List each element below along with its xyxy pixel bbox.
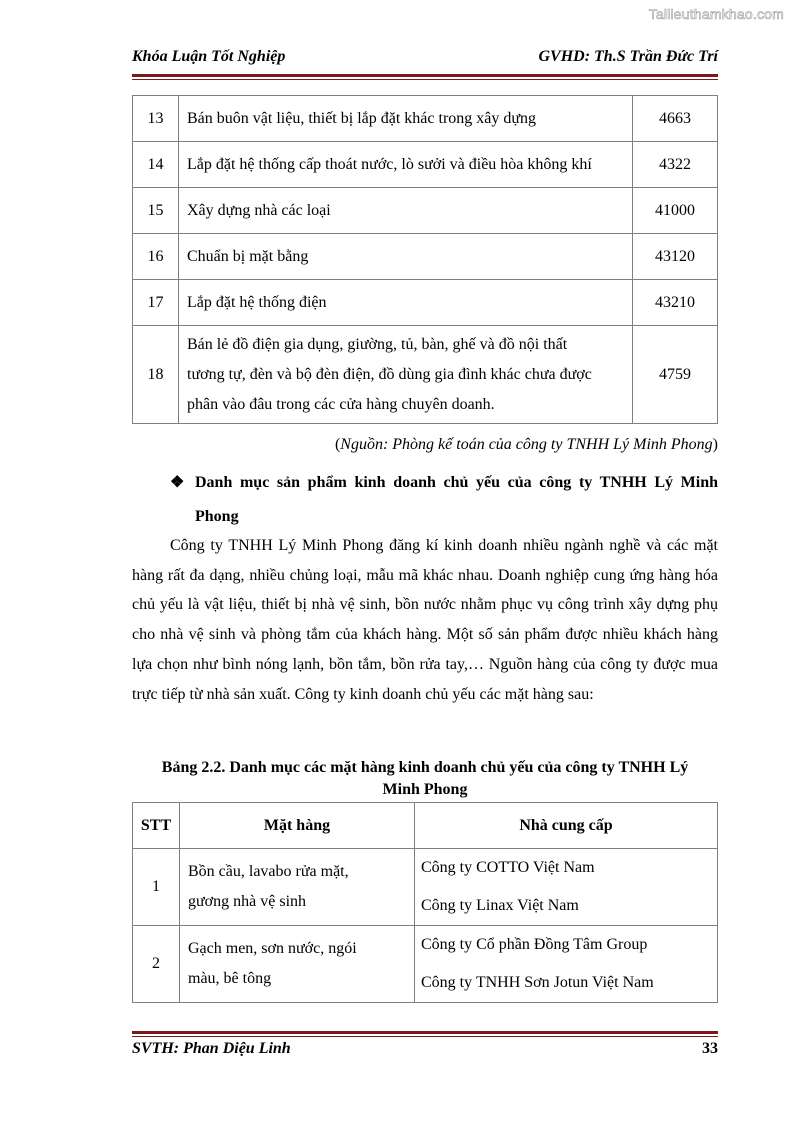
description-line: tương tự, đèn và bộ đèn điện, đồ dùng gia đình khác chưa được [187, 365, 592, 383]
row-suppliers [415, 849, 718, 926]
supplier-name: Công ty Cổ phần Đồng Tâm Group [421, 936, 648, 953]
business-lines-table [132, 95, 718, 424]
table-row [133, 280, 718, 326]
row-number: 13 [133, 96, 179, 142]
row-description: Chuẩn bị mặt bằng [179, 234, 633, 280]
row-number: 18 [133, 326, 179, 424]
row-description: Bán buôn vật liệu, thiết bị lắp đặt khác trong xây dựng [179, 96, 633, 142]
description-line: Bán lẻ đồ điện gia dụng, giường, tủ, bàn, ghế và đồ nội thất [187, 335, 568, 353]
footer-rule-thick [132, 1031, 718, 1034]
description-line: phân vào đâu trong các cửa hàng chuyên doanh. [187, 395, 495, 413]
table-row [133, 849, 718, 926]
row-number: 17 [133, 280, 179, 326]
row-suppliers [415, 926, 718, 1003]
row-item [180, 849, 415, 926]
table-row [133, 142, 718, 188]
source-open-paren: ( [334, 436, 341, 453]
row-number: 16 [133, 234, 179, 280]
row-description [179, 326, 633, 424]
row-code: 4322 [633, 142, 718, 188]
column-header-supplier: Nhà cung cấp [415, 803, 718, 849]
row-description: Xây dựng nhà các loại [179, 188, 633, 234]
table-row [133, 234, 718, 280]
row-code: 43120 [633, 234, 718, 280]
footer-rule-thin [132, 1036, 718, 1037]
column-header-stt: STT [133, 803, 180, 849]
source-close-paren: ) [712, 436, 718, 453]
table-row [133, 188, 718, 234]
table-caption [132, 757, 718, 801]
item-line: gương nhà vệ sinh [188, 893, 307, 910]
row-number: 14 [133, 142, 179, 188]
item-line: Bồn cầu, lavabo rửa mặt, [188, 863, 349, 880]
row-item [180, 926, 415, 1003]
caption-line: Bảng 2.2. Danh mục các mặt hàng kinh doanh chủ yếu của công ty TNHH Lý [161, 759, 689, 776]
row-code: 4759 [633, 326, 718, 424]
body-paragraph: Công ty TNHH Lý Minh Phong đăng kí kinh doanh nhiều ngành nghề và các mặt hàng rất đa dạng, nhiều chủng loại, mẫu mã khác nhau. Doanh nghiệp cung ứng hàng hóa chủ yếu là vật liệu, thiết bị nhà vệ sinh, bồn nước nhằm phục vụ công trình xây dựng phụ cho nhà vệ sinh và phòng tắm của khách hàng. Một số sản phẩm được nhiều khách hàng lựa chọn như bình nóng lạnh, bồn tắm, bồn rửa tay,… Nguồn hàng của công ty được mua trực tiếp từ nhà sản xuất. Công ty kinh doanh chủ yếu các mặt hàng sau: [132, 537, 718, 703]
footer-student-name: SVTH: Phan Diệu Linh [132, 1040, 291, 1057]
row-number: 2 [133, 926, 180, 1003]
row-code: 4663 [633, 96, 718, 142]
page-header [132, 48, 718, 72]
header-rule-thick [132, 74, 718, 77]
column-header-item: Mặt hàng [180, 803, 415, 849]
section-heading-text: Danh mục sản phẩm kinh doanh chủ yếu của công ty TNHH Lý Minh Phong [195, 474, 718, 525]
row-code: 41000 [633, 188, 718, 234]
supplier-name: Công ty COTTO Việt Nam [421, 859, 595, 876]
row-description: Lắp đặt hệ thống điện [179, 280, 633, 326]
supplier-name: Công ty Linax Việt Nam [421, 897, 579, 914]
source-text: Nguồn: Phòng kế toán của công ty TNHH Lý Minh Phong [340, 436, 713, 453]
item-line: Gạch men, sơn nước, ngói [188, 940, 357, 957]
row-number: 15 [133, 188, 179, 234]
row-number: 1 [133, 849, 180, 926]
products-table [132, 802, 718, 1003]
header-rule-thin [132, 79, 718, 80]
row-description: Lắp đặt hệ thống cấp thoát nước, lò sưởi và điều hòa không khí [179, 142, 633, 188]
row-code: 43210 [633, 280, 718, 326]
supplier-name: Công ty TNHH Sơn Jotun Việt Nam [421, 974, 654, 991]
header-advisor: GVHD: Th.S Trần Đức Trí [538, 48, 718, 65]
table-row [133, 326, 718, 424]
table-row [133, 96, 718, 142]
watermark-text: Tailieuthamkhao.com [648, 6, 784, 22]
header-thesis-title: Khóa Luận Tốt Nghiệp [132, 48, 286, 65]
caption-line: Minh Phong [382, 781, 468, 798]
section-heading [170, 466, 718, 534]
diamond-bullet-icon: ❖ [170, 474, 185, 491]
table-row [133, 926, 718, 1003]
table-source-note [335, 436, 718, 454]
page-number: 33 [702, 1040, 718, 1057]
item-line: màu, bê tông [188, 970, 272, 987]
table-header-row [133, 803, 718, 849]
